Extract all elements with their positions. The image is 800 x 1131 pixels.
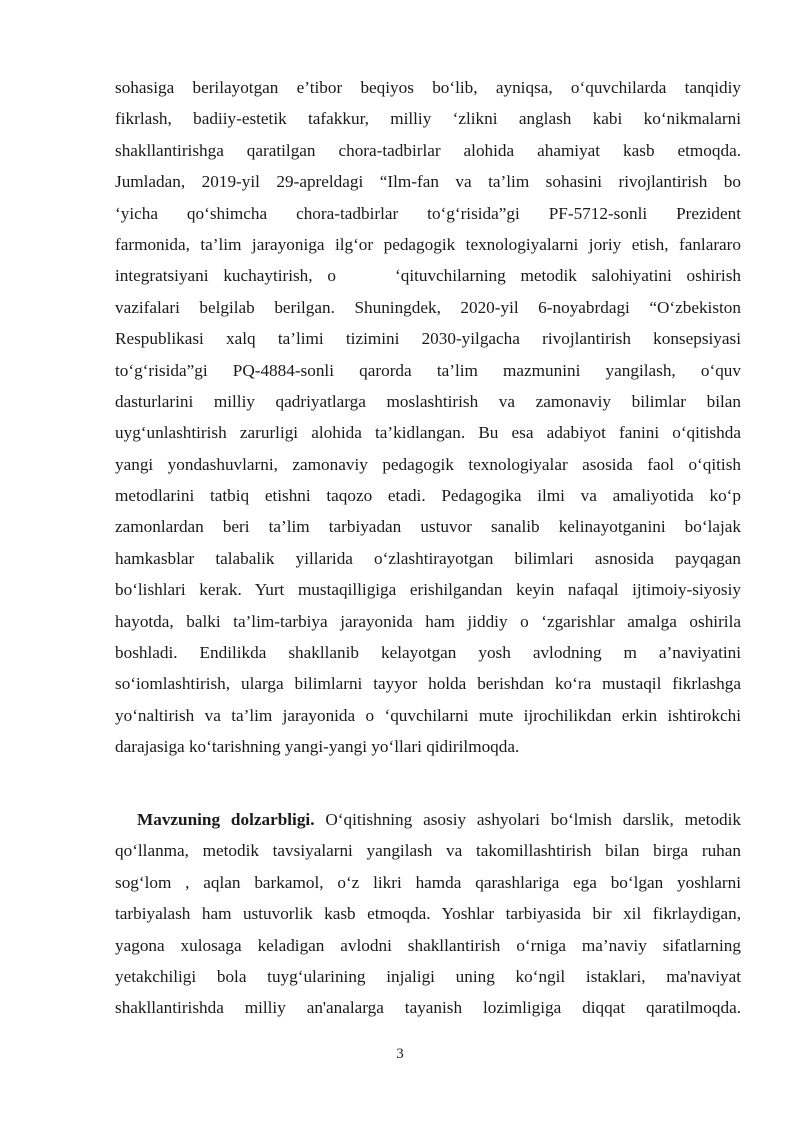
text-line: hamkasblar talabalik yillarida o‘zlashtirayotgan bilimlari asnosida payqagan [115, 548, 741, 568]
text-line: Jumladan, 2019-yil 29-apreldagi “Ilm-fan va ta’lim sohasini rivojlantirish bo [115, 172, 741, 192]
text-line: yagona xulosaga keladigan avlodni shakllantirish o‘rniga ma’naviy sifatlarning [115, 935, 741, 955]
text-line: uyg‘unlashtirish zarurligi alohida ta’kidlangan. Bu esa adabiyot fanini o‘qitishda [115, 423, 741, 443]
text-line: yangi yondashuvlarni, zamonaviy pedagogik texnologiyalar asosida faol o‘qitish [115, 454, 741, 474]
text-line: sohasiga berilayotgan e’tibor beqiyos bo‘lib, ayniqsa, o‘quvchilarda tanqidiy [115, 78, 741, 97]
text-line: shakllantirishga qaratilgan chora-tadbirlar alohida ahamiyat kasb etmoqda. [115, 140, 741, 160]
text-line: boshladi. Endilikda shakllanib kelayotgan yosh avlodning m a’naviyatini [115, 643, 741, 663]
text-line: metodlarini tatbiq etishni taqozo etadi. Pedagogika ilmi va amaliyotida ko‘p [115, 486, 741, 506]
paragraph-1 [115, 72, 741, 763]
text-line: dasturlarini milliy qadriyatlarga moslashtirish va zamonaviy bilimlar bilan [115, 391, 741, 411]
text-line: so‘iomlashtirish, ularga bilimlarni tayyor holda berishdan ko‘ra mustaqil fikrlashga [115, 674, 741, 694]
text-line: darajasiga ko‘tarishning yangi-yangi yo‘llari qidirilmoqda. [115, 737, 520, 757]
heading-line-rest: O‘qitishning asosiy ashyolari bo‘lmish darslik, metodik [314, 810, 741, 829]
section-heading: Mavzuning dolzarbligi. [137, 810, 315, 829]
text-line: yetakchiligi bola tuyg‘ularining injaligi uning ko‘ngil istaklari, ma'naviyat [115, 966, 741, 986]
text-line: zamonlardan beri ta’lim tarbiyadan ustuvor sanalib kelinayotganini bo‘lajak [115, 517, 741, 537]
text-line: ‘yicha qo‘shimcha chora-tadbirlar to‘g‘risida”gi PF-5712-sonli Prezident [115, 203, 741, 223]
text-line: shakllantirishda milliy an'analarga tayanish lozimligiga diqqat qaratilmoqda. [115, 998, 741, 1018]
text-line: bo‘lishlari kerak. Yurt mustaqilligiga erishilgandan keyin nafaqal ijtimoiy-siyosiy [115, 580, 741, 600]
page-number: 3 [396, 1046, 404, 1062]
text-line: Respublikasi xalq ta’limi tizimini 2030-yilgacha rivojlantirish konsepsiyasi [115, 329, 741, 349]
text-line: hayotda, balki ta’lim-tarbiya jarayonida ham jiddiy o ‘zgarishlar amalga oshirila [115, 611, 741, 631]
text-line: vazifalari belgilab berilgan. Shuningdek, 2020-yil 6-noyabrdagi “O‘zbekiston [115, 297, 741, 317]
paragraph-2 [115, 804, 741, 1024]
text-line: sog‘lom , aqlan barkamol, o‘z likri hamda qarashlariga ega bo‘lgan yoshlarni [115, 872, 741, 892]
text-line: integratsiyani kuchaytirish, o ‘qituvchilarning metodik salohiyatini oshirish [115, 266, 741, 286]
text-line: to‘g‘risida”gi PQ-4884-sonli qarorda ta’lim mazmunini yangilash, o‘quv [115, 360, 741, 380]
text-line: tarbiyalash ham ustuvorlik kasb etmoqda. Yoshlar tarbiyasida bir xil fikrlaydigan, [115, 904, 741, 924]
text-line-with-heading [115, 804, 741, 835]
text-line: qo‘llanma, metodik tavsiyalarni yangilash va takomillashtirish bilan birga ruhan [115, 841, 741, 861]
text-line: farmonida, ta’lim jarayoniga ilg‘or pedagogik texnologiyalarni joriy etish, fanlararo [115, 234, 741, 254]
text-line: yo‘naltirish va ta’lim jarayonida o ‘quvchilarni mute ijrochilikdan erkin ishtirokchi [115, 705, 741, 725]
text-line: fikrlash, badiiy-estetik tafakkur, milliy ‘zlikni anglash kabi ko‘nikmalarni [115, 109, 741, 129]
